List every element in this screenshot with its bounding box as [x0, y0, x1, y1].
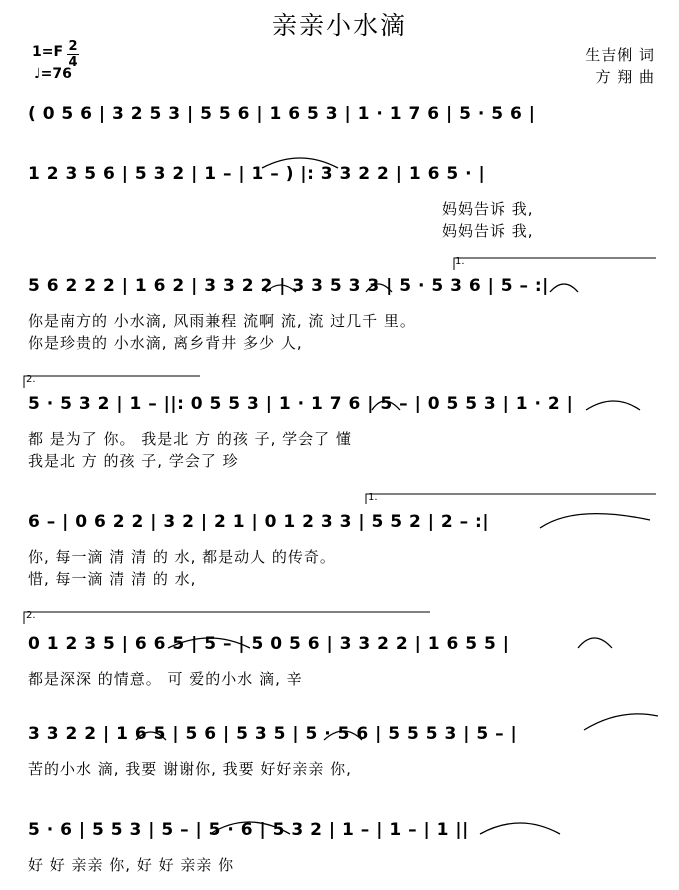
lyric-line-2-1: 妈妈告诉 我, [442, 200, 534, 218]
time-signature-top: 2 [68, 39, 78, 54]
lyric-line-6-1: 都是深深 的情意。 可 爱的小水 滴, 辛 [28, 670, 303, 688]
time-signature-bottom: 4 [68, 55, 78, 70]
notation-row-1: ( 0 5 6 | 3 2 5 3 | 5 5 6 | 1 6 5 3 | 1 · 1 7 6 | 5 · 5 6 | [28, 104, 536, 124]
lyric-line-5-1: 你, 每一滴 清 清 的 水, 都是动人 的传奇。 [28, 548, 336, 566]
volta-first-label-2: 1. [368, 492, 378, 503]
notation-row-6: 0 1 2 3 5 | 6 6 5 | 5 – | 5 0 5 6 | 3 3 2 2 | 1 6 5 5 | [28, 634, 510, 654]
composer-credit: 方 翔 曲 [595, 68, 655, 86]
volta-second-label: 2. [26, 374, 36, 385]
lyric-line-8-1: 好 好 亲亲 你, 好 好 亲亲 你 [28, 856, 235, 874]
key-signature: 1=F [32, 44, 64, 60]
volta-second-label-2: 2. [26, 610, 36, 621]
notation-row-2: 1 2 3 5 6 | 5 3 2 | 1 – | 1 – ) |: 3 3 2 2 | 1 6 5 · | [28, 164, 486, 184]
page-title: 亲亲小水滴 [271, 11, 407, 40]
notation-row-4: 5 · 5 3 2 | 1 – ||: 0 5 5 3 | 1 · 1 7 6 | 5 – | 0 5 5 3 | 1 · 2 | [28, 394, 574, 414]
lyric-line-2-2: 妈妈告诉 我, [442, 222, 534, 240]
lyric-line-3-1: 你是南方的 小水滴, 风雨兼程 流啊 流, 流 过几千 里。 [28, 312, 416, 330]
lyric-line-4-1: 都 是为了 你。 我是北 方 的孩 子, 学会了 懂 [28, 430, 352, 448]
volta-first-label: 1. [455, 256, 465, 267]
notation-row-7: 3 3 2 2 | 1 6 5 | 5 6 | 5 3 5 | 5 · 5 6 | 5 5 5 3 | 5 – | [28, 724, 518, 744]
lyric-line-4-2: 我是北 方 的孩 子, 学会了 珍 [28, 452, 239, 470]
lyricist-credit: 生吉俐 词 [585, 46, 655, 64]
lyric-line-3-2: 你是珍贵的 小水滴, 离乡背井 多少 人, [28, 334, 303, 352]
lyric-line-5-2: 惜, 每一滴 清 清 的 水, [28, 570, 197, 588]
notation-row-5: 6 – | 0 6 2 2 | 3 2 | 2 1 | 0 1 2 3 3 | 5 5 2 | 2 – :| [28, 512, 490, 532]
lyric-line-7-1: 苦的小水 滴, 我要 谢谢你, 我要 好好亲亲 你, [28, 760, 352, 778]
tempo-mark: ♩=76 [34, 66, 72, 82]
notation-row-3: 5 6 2 2 2 | 1 6 2 | 3 3 2 2 | 3 3 5 3 3 | 5 · 5 3 6 | 5 – :| [28, 276, 549, 296]
notation-row-8: 5 · 6 | 5 5 3 | 5 – | 5 · 6 | 5 3 2 | 1 – | 1 – | 1 || [28, 820, 469, 840]
